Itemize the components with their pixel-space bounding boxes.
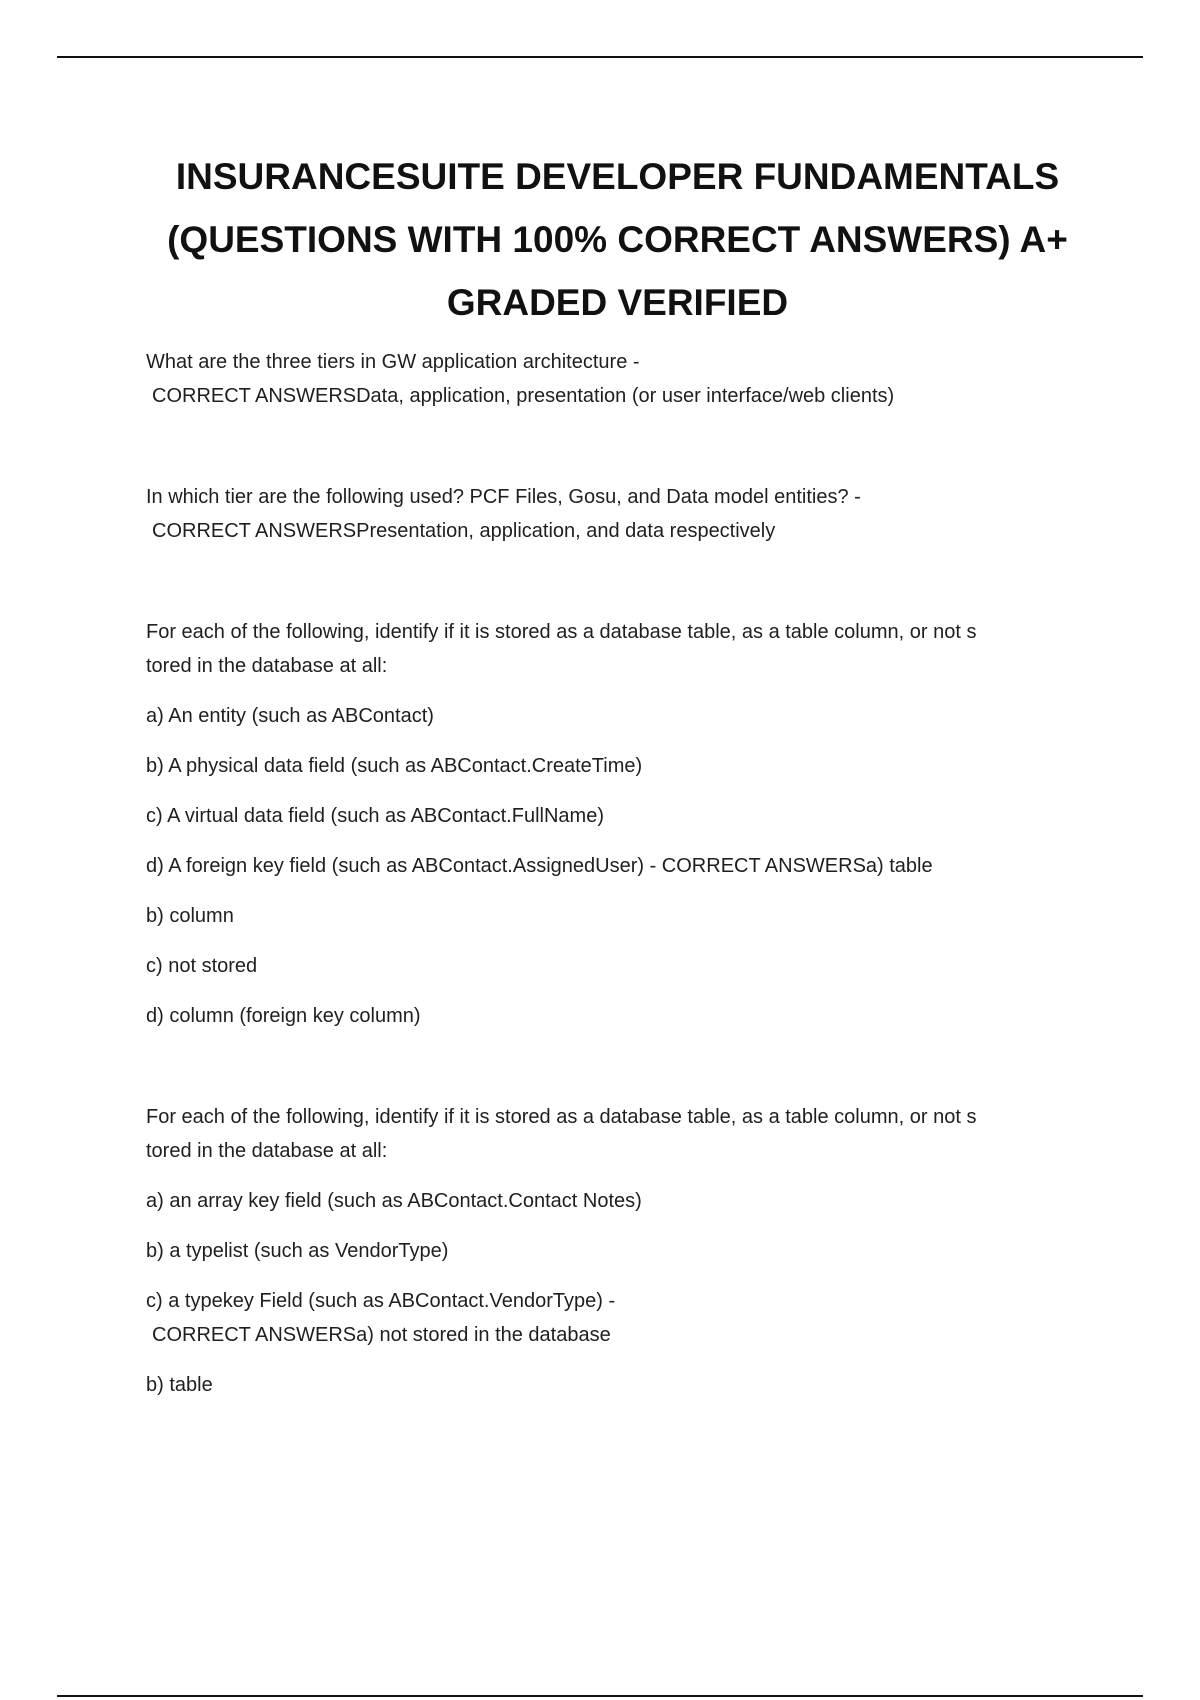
q4-item-c: c) a typekey Field (such as ABContact.VendorType) - xyxy=(146,1290,616,1312)
top-rule xyxy=(57,56,1143,58)
title-line-3: GRADED VERIFIED xyxy=(446,282,789,323)
title-line-2: (QUESTIONS WITH 100% CORRECT ANSWERS) A+ xyxy=(167,219,1068,260)
q4-question-line-1: For each of the following, identify if it is stored as a database table, as a table column, or not s xyxy=(146,1106,977,1128)
q3-item-d-with-answer: d) A foreign key field (such as ABContact.AssignedUser) - CORRECT ANSWERSa) table xyxy=(146,855,933,877)
q3-answer-d: d) column (foreign key column) xyxy=(146,1005,421,1027)
title-line-1: INSURANCESUITE DEVELOPER FUNDAMENTALS xyxy=(175,156,1060,197)
q3-answer-c: c) not stored xyxy=(146,955,258,977)
q2-question: In which tier are the following used? PCF Files, Gosu, and Data model entities? - xyxy=(146,486,861,508)
q3-answer-b: b) column xyxy=(146,905,234,927)
q4-item-b: b) a typelist (such as VendorType) xyxy=(146,1240,449,1262)
q4-item-a: a) an array key field (such as ABContact.Contact Notes) xyxy=(146,1190,642,1212)
q3-item-c: c) A virtual data field (such as ABContact.FullName) xyxy=(146,805,604,827)
q3-question-line-1: For each of the following, identify if it is stored as a database table, as a table column, or not s xyxy=(146,621,977,643)
q3-item-a: a) An entity (such as ABContact) xyxy=(146,705,434,727)
q1-question: What are the three tiers in GW application architecture - xyxy=(146,351,640,373)
q4-answer: CORRECT ANSWERSa) not stored in the database xyxy=(152,1324,611,1346)
q1-answer: CORRECT ANSWERSData, application, presentation (or user interface/web clients) xyxy=(152,385,895,407)
q4-answer-b: b) table xyxy=(146,1374,213,1396)
q4-question-line-2: tored in the database at all: xyxy=(146,1140,388,1162)
q3-item-b: b) A physical data field (such as ABContact.CreateTime) xyxy=(146,755,643,777)
document-title xyxy=(100,145,1135,334)
q2-answer: CORRECT ANSWERSPresentation, application, and data respectively xyxy=(152,520,776,542)
document-body xyxy=(146,345,1096,1402)
q3-question-line-2: tored in the database at all: xyxy=(146,655,388,677)
bottom-rule xyxy=(57,1695,1143,1697)
